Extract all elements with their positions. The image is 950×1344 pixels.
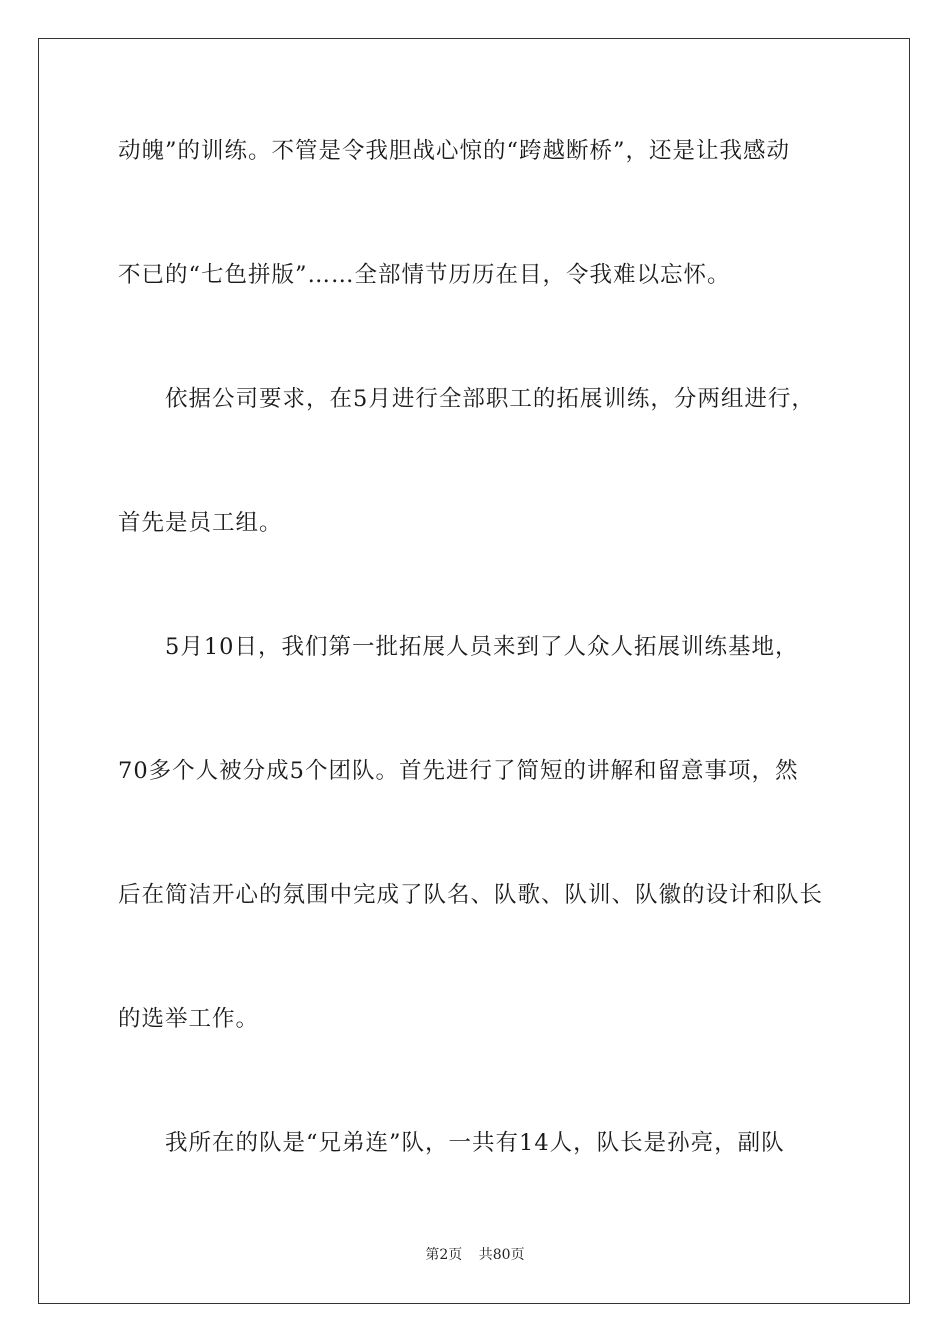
page-number: 第2页: [425, 1247, 463, 1263]
paragraph-start-line: 我所在的队是“兄弟连”队，一共有14人，队长是孙亮，副队: [165, 1130, 785, 1156]
body-text-line: 70多个人被分成5个团队。首先进行了简短的讲解和留意事项，然: [118, 758, 799, 784]
paragraph-start-line: 依据公司要求，在5月进行全部职工的拓展训练，分两组进行，: [165, 386, 815, 412]
page-border: [38, 38, 910, 1304]
total-pages: 共80页: [478, 1247, 525, 1263]
body-text-line: 不已的“七色拼版”……全部情节历历在目，令我难以忘怀。: [118, 262, 731, 288]
body-text-line: 的选举工作。: [118, 1006, 260, 1032]
paragraph-start-line: 5月10日，我们第一批拓展人员来到了人众人拓展训练基地，: [165, 634, 799, 660]
body-text-line: 动魄”的训练。不管是令我胆战心惊的“跨越断桥”，还是让我感动: [118, 138, 791, 164]
page-footer: [0, 1245, 950, 1265]
body-text-line: 后在简洁开心的氛围中完成了队名、队歌、队训、队徽的设计和队长: [118, 882, 824, 908]
body-text-line: 首先是员工组。: [118, 510, 283, 536]
